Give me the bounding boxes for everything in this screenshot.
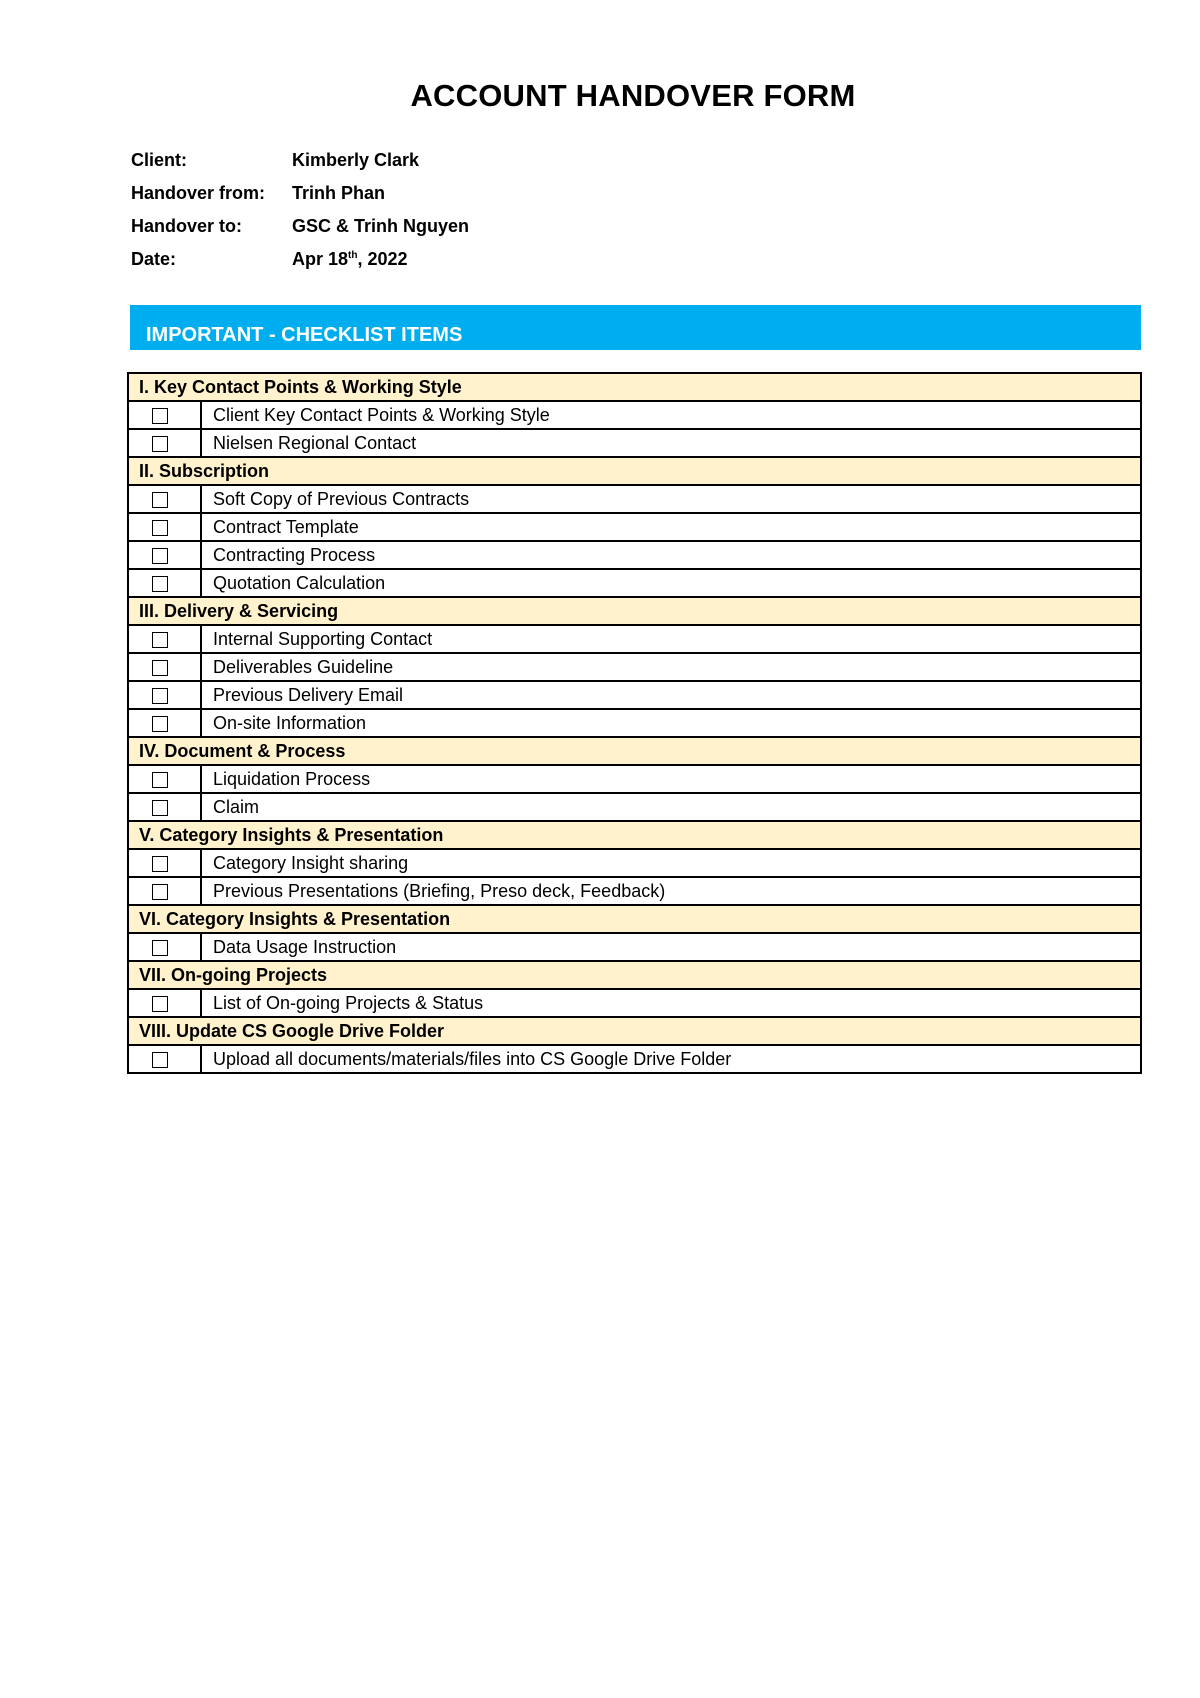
checkbox-cell — [128, 849, 201, 877]
checkbox[interactable] — [152, 856, 168, 872]
checkbox[interactable] — [152, 520, 168, 536]
client-label: Client: — [131, 150, 187, 170]
checklist-item — [128, 989, 1141, 1017]
checkbox-cell — [128, 541, 201, 569]
checkbox[interactable] — [152, 688, 168, 704]
section-title: VI. Category Insights & Presentation — [128, 905, 1141, 933]
handover-from-row — [131, 177, 469, 210]
handover-from-value: Trinh Phan — [292, 183, 386, 203]
checkbox[interactable] — [152, 996, 168, 1012]
date-value: Apr 18th, 2022 — [292, 249, 408, 269]
checklist-item — [128, 933, 1141, 961]
checklist-item — [128, 849, 1141, 877]
checklist-item — [128, 793, 1141, 821]
checklist-item — [128, 765, 1141, 793]
checkbox-cell — [128, 485, 201, 513]
checklist-item — [128, 569, 1141, 597]
checklist-item-label: Category Insight sharing — [201, 849, 1141, 877]
checkbox-cell — [128, 401, 201, 429]
checklist-item — [128, 1045, 1141, 1073]
date-row — [131, 243, 469, 276]
checkbox-cell — [128, 681, 201, 709]
checkbox-cell — [128, 765, 201, 793]
checklist-item — [128, 513, 1141, 541]
checklist-item-label: Upload all documents/materials/files into CS Google Drive Folder — [201, 1045, 1141, 1073]
section-header — [128, 373, 1141, 401]
handover-from-label: Handover from: — [131, 183, 266, 203]
checklist-item-label: On-site Information — [201, 709, 1141, 737]
checklist-item-label: Claim — [201, 793, 1141, 821]
checklist-item-label: Previous Delivery Email — [201, 681, 1141, 709]
checklist-item-label: Previous Presentations (Briefing, Preso deck, Feedback) — [201, 877, 1141, 905]
checklist-item-label: List of On-going Projects & Status — [201, 989, 1141, 1017]
checkbox[interactable] — [152, 436, 168, 452]
section-header — [128, 821, 1141, 849]
checkbox-cell — [128, 877, 201, 905]
checklist-item-label: Deliverables Guideline — [201, 653, 1141, 681]
checkbox[interactable] — [152, 492, 168, 508]
checkbox-cell — [128, 429, 201, 457]
checklist-item-label: Internal Supporting Contact — [201, 625, 1141, 653]
checkbox[interactable] — [152, 632, 168, 648]
checklist-banner-text: IMPORTANT - CHECKLIST ITEMS — [146, 324, 463, 346]
checkbox-cell — [128, 625, 201, 653]
checklist-item-label: Data Usage Instruction — [201, 933, 1141, 961]
section-header — [128, 457, 1141, 485]
section-title: VII. On-going Projects — [128, 961, 1141, 989]
checkbox[interactable] — [152, 940, 168, 956]
checklist-item — [128, 709, 1141, 737]
checkbox[interactable] — [152, 1052, 168, 1068]
section-header — [128, 597, 1141, 625]
section-title: III. Delivery & Servicing — [128, 597, 1141, 625]
handover-to-row — [131, 210, 469, 243]
checkbox-cell — [128, 653, 201, 681]
checkbox-cell — [128, 989, 201, 1017]
section-header — [128, 1017, 1141, 1045]
handover-meta — [131, 144, 469, 276]
section-title: V. Category Insights & Presentation — [128, 821, 1141, 849]
section-title: II. Subscription — [128, 457, 1141, 485]
checkbox[interactable] — [152, 548, 168, 564]
checkbox-cell — [128, 933, 201, 961]
checklist-item — [128, 429, 1141, 457]
section-title: IV. Document & Process — [128, 737, 1141, 765]
checklist-table — [127, 372, 1142, 1074]
checklist-item-label: Contracting Process — [201, 541, 1141, 569]
section-title: VIII. Update CS Google Drive Folder — [128, 1017, 1141, 1045]
checklist-item-label: Contract Template — [201, 513, 1141, 541]
checklist-banner — [130, 305, 1141, 350]
section-title: I. Key Contact Points & Working Style — [128, 373, 1141, 401]
checklist-item — [128, 401, 1141, 429]
checkbox-cell — [128, 793, 201, 821]
client-value: Kimberly Clark — [292, 150, 420, 170]
checkbox-cell — [128, 709, 201, 737]
checklist-item-label: Quotation Calculation — [201, 569, 1141, 597]
checklist-item — [128, 681, 1141, 709]
client-row — [131, 144, 469, 177]
checkbox-cell — [128, 569, 201, 597]
checkbox[interactable] — [152, 408, 168, 424]
date-label: Date: — [131, 249, 177, 269]
handover-to-label: Handover to: — [131, 216, 243, 236]
section-header — [128, 905, 1141, 933]
section-header — [128, 961, 1141, 989]
checklist-item-label: Liquidation Process — [201, 765, 1141, 793]
checklist-item — [128, 541, 1141, 569]
checklist-item-label: Client Key Contact Points & Working Style — [201, 401, 1141, 429]
checklist-item-label: Nielsen Regional Contact — [201, 429, 1141, 457]
checkbox[interactable] — [152, 884, 168, 900]
handover-to-value: GSC & Trinh Nguyen — [292, 216, 470, 236]
checklist-item — [128, 625, 1141, 653]
checklist-item — [128, 485, 1141, 513]
checklist-item-label: Soft Copy of Previous Contracts — [201, 485, 1141, 513]
checkbox[interactable] — [152, 772, 168, 788]
checkbox[interactable] — [152, 576, 168, 592]
checkbox[interactable] — [152, 660, 168, 676]
checklist-item — [128, 653, 1141, 681]
checkbox-cell — [128, 513, 201, 541]
checkbox[interactable] — [152, 716, 168, 732]
page-title: ACCOUNT HANDOVER FORM — [410, 78, 856, 113]
section-header — [128, 737, 1141, 765]
checkbox[interactable] — [152, 800, 168, 816]
checklist-item — [128, 877, 1141, 905]
checkbox-cell — [128, 1045, 201, 1073]
